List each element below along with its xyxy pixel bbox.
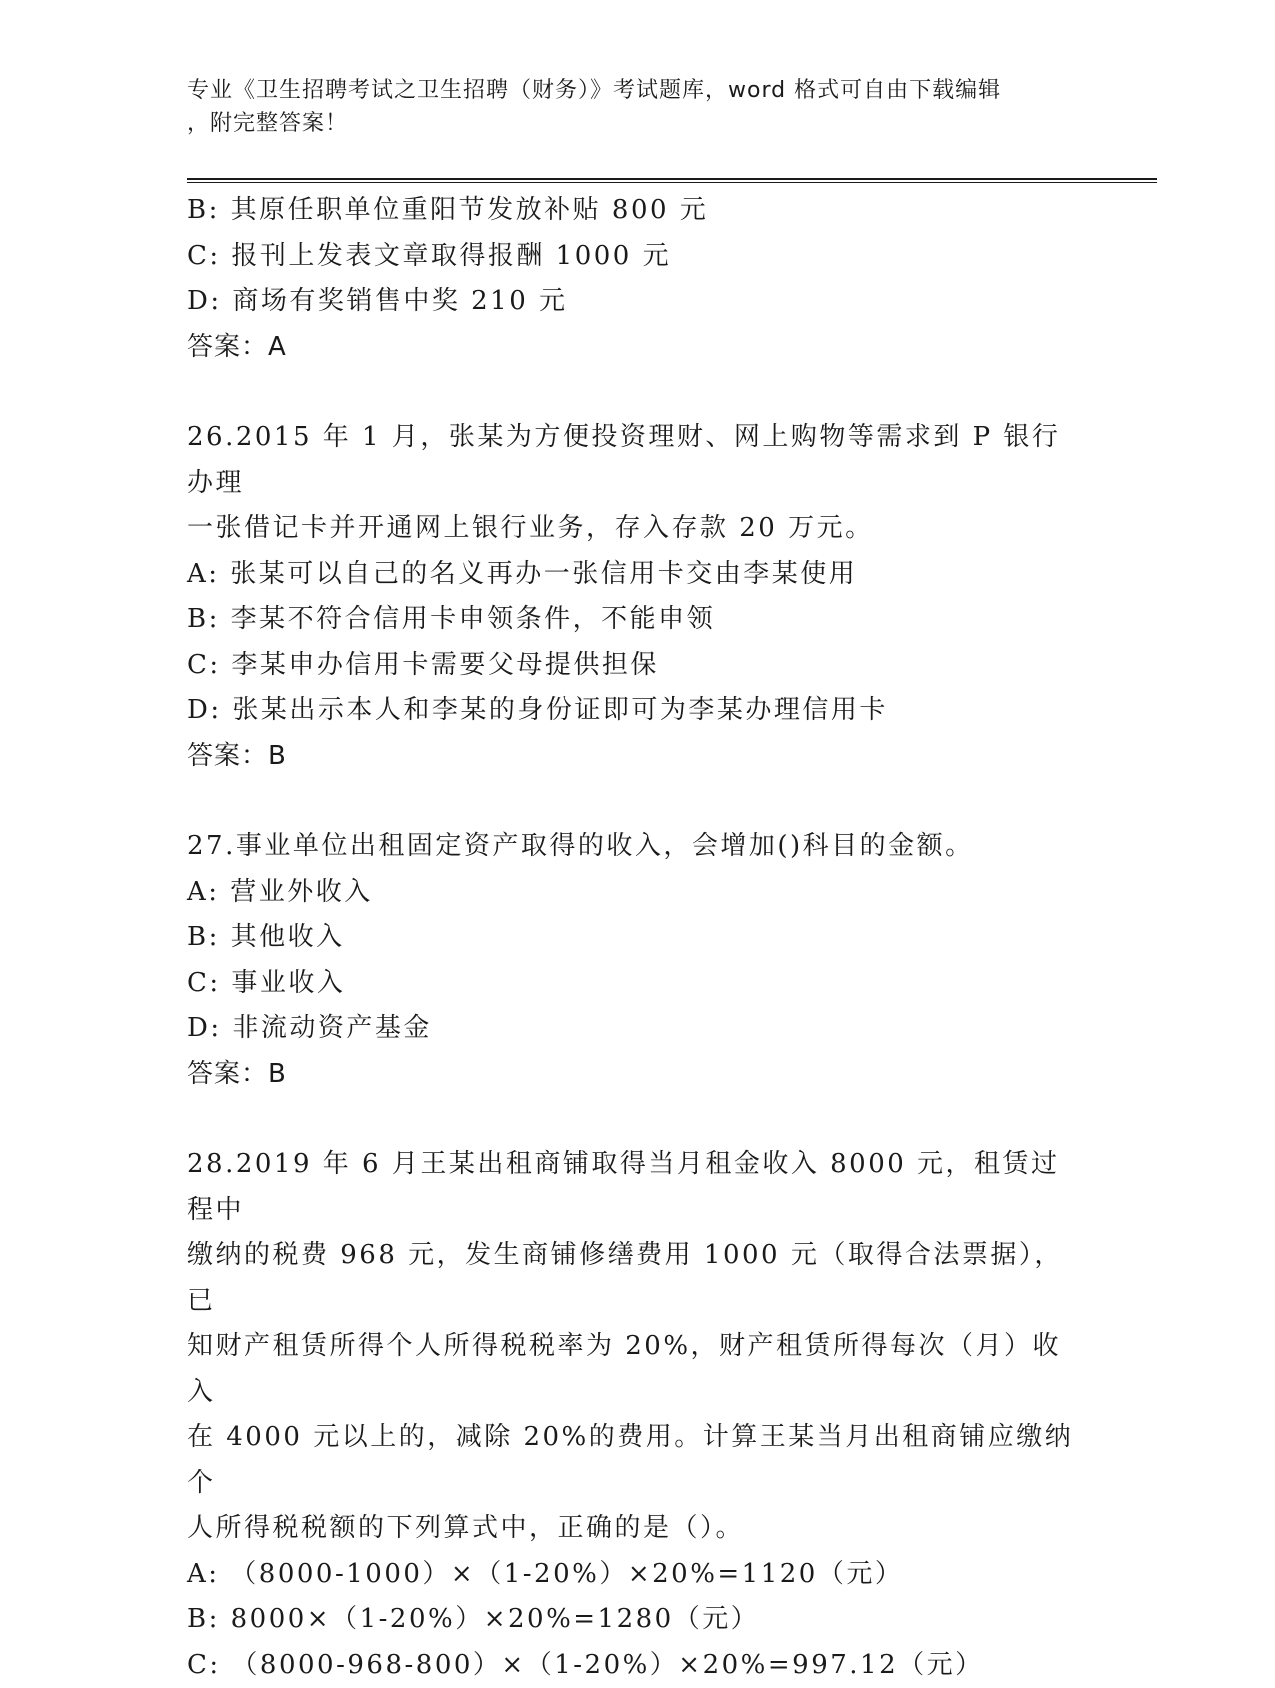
answer: 答案：B — [187, 734, 1087, 780]
header-line-1: 专业《卫生招聘考试之卫生招聘（财务）》考试题库，word 格式可自由下载编辑 — [187, 74, 1087, 107]
answer: 答案：B — [187, 1052, 1087, 1098]
header-divider — [187, 178, 1157, 183]
spacer — [187, 779, 1087, 824]
question-27 — [187, 824, 1087, 1097]
question-text-line: 知财产租赁所得个人所得税税率为 20%，财产租赁所得每次（月）收入 — [187, 1324, 1087, 1415]
option-d: D: 非流动资产基金 — [187, 1006, 1087, 1052]
option-d: D: 张某出示本人和李某的身份证即可为李某办理信用卡 — [187, 688, 1087, 734]
question-text-line: 27.事业单位出租固定资产取得的收入，会增加()科目的金额。 — [187, 824, 1087, 870]
question-text-line: 28.2019 年 6 月王某出租商铺取得当月租金收入 8000 元，租赁过程中 — [187, 1142, 1087, 1233]
option-d: D: 商场有奖销售中奖 210 元 — [187, 279, 1087, 325]
option-b: B: 其他收入 — [187, 915, 1087, 961]
spacer — [187, 370, 1087, 415]
option-c: C: 报刊上发表文章取得报酬 1000 元 — [187, 234, 1087, 280]
option-a: A: 营业外收入 — [187, 870, 1087, 916]
question-25 — [187, 188, 1087, 370]
question-26 — [187, 415, 1087, 779]
document-page — [187, 0, 1167, 1650]
spacer — [187, 1097, 1087, 1142]
option-c: C: （8000-968-800）×（1-20%）×20%=997.12（元） — [187, 1643, 1087, 1688]
answer: 答案：A — [187, 325, 1087, 371]
header-line-2: ，附完整答案！ — [187, 107, 1087, 140]
question-text-line: 人所得税税额的下列算式中，正确的是（）。 — [187, 1506, 1087, 1552]
option-b: B: 李某不符合信用卡申领条件，不能申领 — [187, 597, 1087, 643]
question-text-line: 一张借记卡并开通网上银行业务，存入存款 20 万元。 — [187, 506, 1087, 552]
question-text-line: 缴纳的税费 968 元，发生商铺修缮费用 1000 元（取得合法票据），已 — [187, 1233, 1087, 1324]
option-c: C: 李某申办信用卡需要父母提供担保 — [187, 643, 1087, 689]
question-content — [187, 188, 1087, 1688]
question-text-line: 在 4000 元以上的，减除 20%的费用。计算王某当月出租商铺应缴纳个 — [187, 1415, 1087, 1506]
question-text-line: 26.2015 年 1 月，张某为方便投资理财、网上购物等需求到 P 银行办理 — [187, 415, 1087, 506]
option-a: A: （8000-1000）×（1-20%）×20%=1120（元） — [187, 1552, 1087, 1598]
document-header — [187, 74, 1087, 140]
option-b: B: 8000×（1-20%）×20%=1280（元） — [187, 1597, 1087, 1643]
option-b: B: 其原任职单位重阳节发放补贴 800 元 — [187, 188, 1087, 234]
question-28 — [187, 1142, 1087, 1688]
option-a: A: 张某可以自己的名义再办一张信用卡交由李某使用 — [187, 552, 1087, 598]
option-c: C: 事业收入 — [187, 961, 1087, 1007]
